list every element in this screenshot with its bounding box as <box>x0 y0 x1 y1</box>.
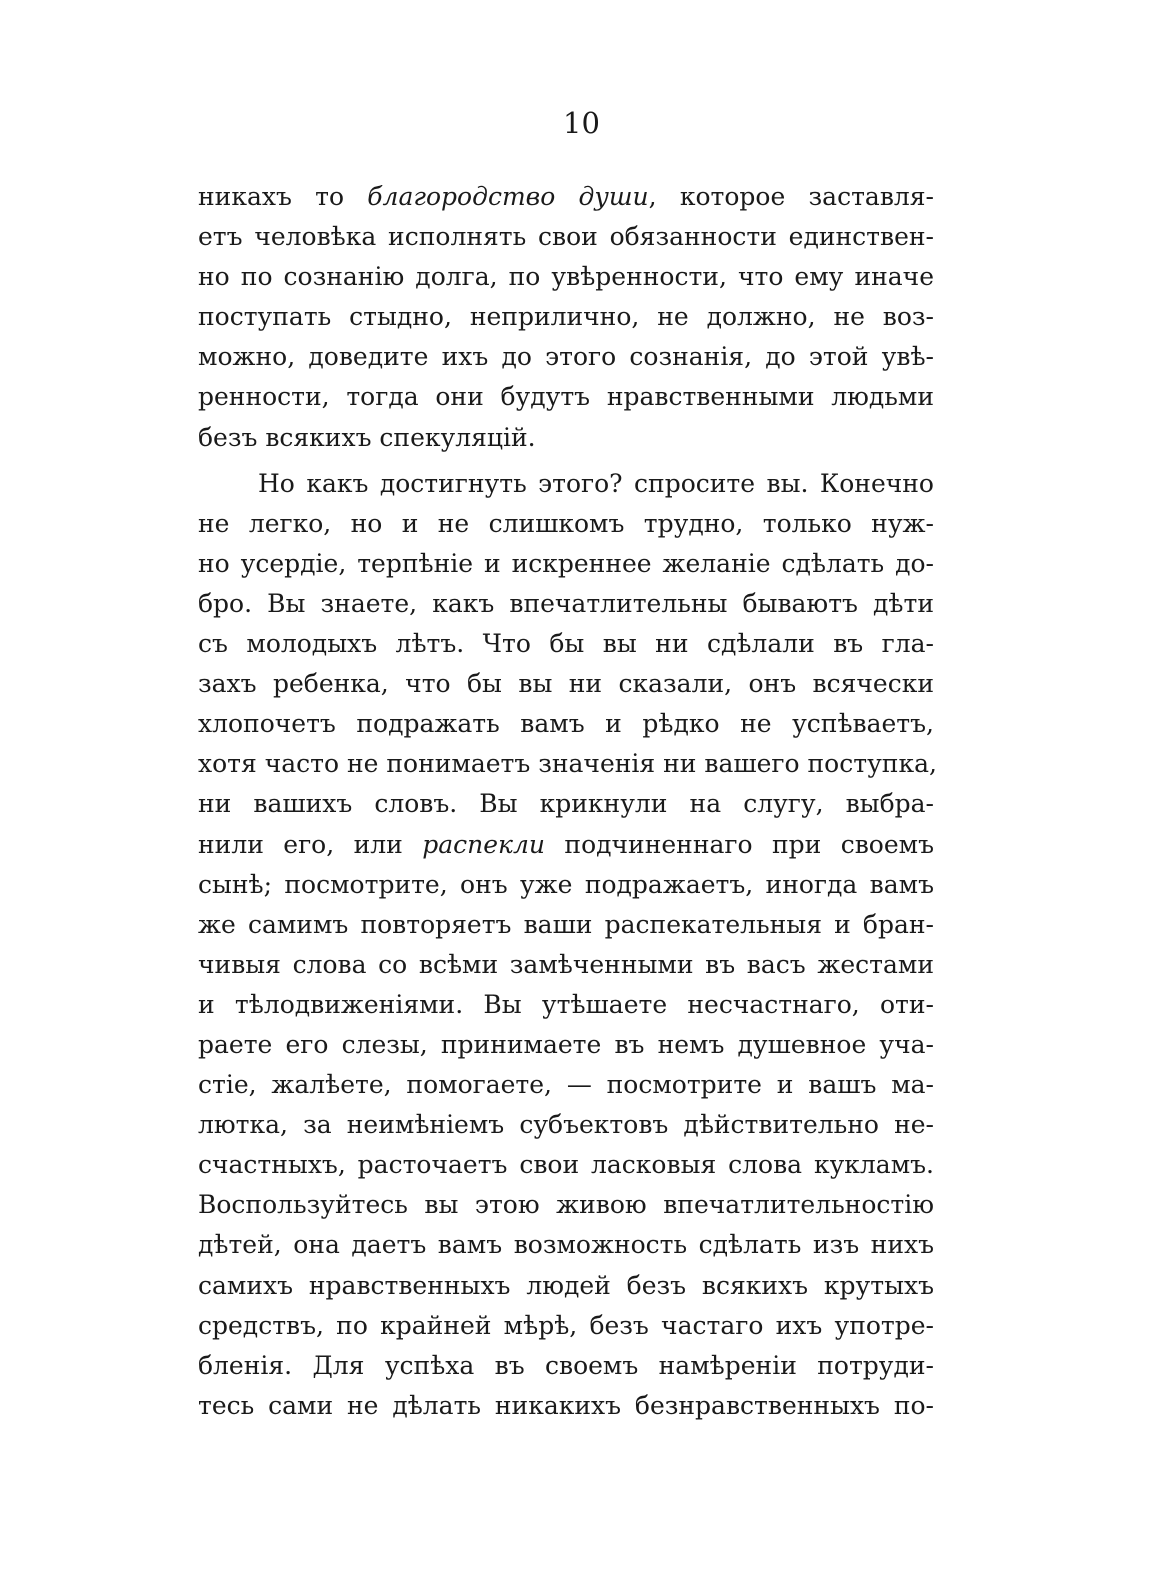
text-line: безъ всякихъ спекуляцій. <box>198 422 536 452</box>
text-line: средствъ, по крайней мѣрѣ, безъ частаго ихъ употре- <box>198 1310 934 1340</box>
text-line: ни вашихъ словъ. Вы крикнули на слугу, выбра- <box>198 789 934 819</box>
text-line: съ молодыхъ лѣтъ. Что бы вы ни сдѣлали въ гла- <box>198 629 934 659</box>
text-line: но усердіе, терпѣніе и искреннее желаніе сдѣлать до- <box>198 548 934 578</box>
text-line: раете его слезы, принимаете въ немъ душевное уча- <box>198 1029 934 1059</box>
text-line: поступать стыдно, неприлично, не должно, не воз- <box>198 302 934 332</box>
text-line: хлопочетъ подражать вамъ и рѣдко не успѣваетъ, <box>198 709 934 739</box>
paragraph <box>198 464 937 1426</box>
text-line: никахъ то благородство души, которое заставля- <box>198 182 934 211</box>
text-line: хотя часто не понимаетъ значенія ни вашего поступка, <box>198 749 937 779</box>
text-line: но по сознанію долга, по увѣренности, что ему иначе <box>198 262 934 292</box>
text-line: же самимъ повторяетъ ваши распекательныя и бран- <box>198 909 934 939</box>
text-line: захъ ребенка, что бы вы ни сказали, онъ всячески <box>198 669 934 699</box>
text-line: Но какъ достигнуть этого? спросите вы. Конечно <box>258 468 934 498</box>
page-number: 10 <box>563 106 600 140</box>
text-line: счастныхъ, расточаетъ свои ласковыя слова кукламъ. <box>198 1150 934 1180</box>
text-line: чивыя слова со всѣми замѣченными въ васъ жестами <box>198 949 934 979</box>
body-text <box>198 177 937 1426</box>
paragraph <box>198 177 934 458</box>
text-line: нили его, или распекли подчиненнаго при своемъ <box>198 829 934 859</box>
text-line: стіе, жалѣете, помогаете, — посмотрите и вашъ ма- <box>198 1070 934 1100</box>
text-line: и тѣлодвиженіями. Вы утѣшаете несчастнаго, оти- <box>198 989 934 1019</box>
text-line: можно, доведите ихъ до этого сознанія, до этой увѣ- <box>198 342 934 372</box>
text-line: Воспользуйтесь вы этою живою впечатлительностію <box>198 1190 934 1220</box>
text-line: лютка, за неимѣніемъ субъектовъ дѣйствительно не- <box>198 1110 934 1140</box>
text-line: самихъ нравственныхъ людей безъ всякихъ крутыхъ <box>198 1270 934 1300</box>
text-line: бро. Вы знаете, какъ впечатлительны бываютъ дѣти <box>198 588 934 618</box>
text-line: тесь сами не дѣлать никакихъ безнравственныхъ по- <box>198 1390 934 1420</box>
text-line: бленія. Для успѣха въ своемъ намѣреніи потруди- <box>198 1350 934 1380</box>
text-line: не легко, но и не слишкомъ трудно, только нуж- <box>198 508 934 538</box>
text-line: етъ человѣка исполнять свои обязанности единствен- <box>198 222 934 252</box>
emphasized-phrase: благородство души <box>367 182 649 211</box>
text-line: дѣтей, она даетъ вамъ возможность сдѣлать изъ нихъ <box>198 1230 934 1260</box>
text-line: сынѣ; посмотрите, онъ уже подражаетъ, иногда вамъ <box>198 869 934 899</box>
text-line: ренности, тогда они будутъ нравственными людьми <box>198 382 934 412</box>
emphasized-phrase: распекли <box>422 829 545 859</box>
